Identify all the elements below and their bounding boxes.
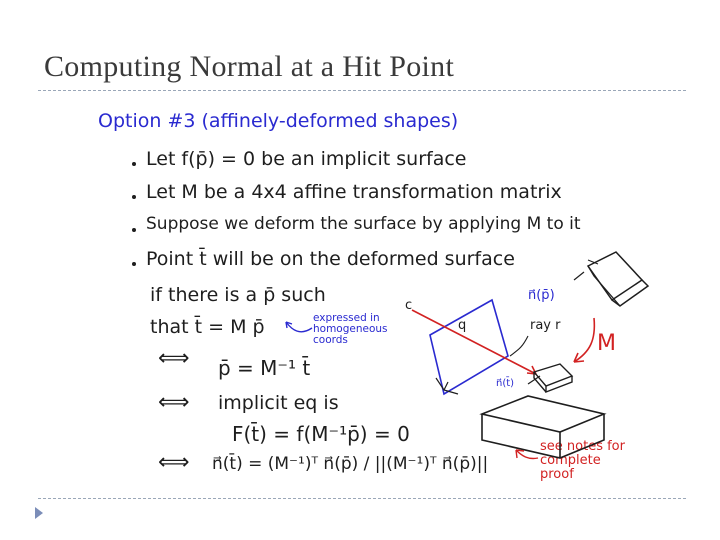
ray-line	[412, 310, 536, 374]
condition-line-1: if there is a p̄ such	[150, 284, 326, 306]
ray-label: ray r	[530, 318, 561, 333]
equivalence-symbol: ⟺	[158, 450, 190, 475]
see-notes: see notes for complete proof	[540, 439, 625, 482]
original-box-top	[482, 396, 604, 432]
equation-p: p̄ = M⁻¹ t̄	[218, 356, 311, 380]
equation-F: F(t̄) = f(M⁻¹p̄) = 0	[232, 422, 410, 446]
bullet-line-3: Suppose we deform the surface by applying M to it	[146, 214, 581, 234]
slide-title: Computing Normal at a Hit Point	[44, 50, 455, 83]
expressed-note: expressed in homogeneous coords	[313, 312, 388, 346]
camera-label: c	[405, 298, 413, 313]
see-notes-arrow	[516, 450, 538, 459]
transform-label: M	[597, 331, 616, 356]
normal-formula: n⃗(t̄) = (M⁻¹)ᵀ n⃗(p̄) / ||(M⁻¹)ᵀ n⃗(p̄)||	[212, 454, 489, 474]
implicit-eq-label: implicit eq is	[218, 392, 339, 414]
ray-label-arrow	[510, 336, 528, 356]
condition-line-2: that t̄ = M p̄	[150, 316, 265, 338]
bullet-line-2: Let M be a 4x4 affine transformation matrix	[146, 181, 562, 203]
hit-box-top	[534, 364, 572, 386]
deformed-shape	[588, 252, 642, 300]
plane-point-label: q	[458, 318, 467, 333]
bullet-line-4: Point t̄ will be on the deformed surface	[146, 248, 515, 270]
bullet-line-1: Let f(p̄) = 0 be an implicit surface	[146, 148, 467, 170]
normal-t-label: n⃗(t̄)	[496, 378, 515, 389]
slide-bullet-icon	[34, 506, 44, 520]
option-heading: Option #3 (affinely-deformed shapes)	[98, 110, 459, 132]
equivalence-symbol: ⟺	[158, 390, 190, 415]
equivalence-symbol: ⟺	[158, 346, 190, 371]
normal-p-label: n⃗(p̄)	[528, 288, 555, 303]
bottom-divider	[38, 498, 686, 499]
